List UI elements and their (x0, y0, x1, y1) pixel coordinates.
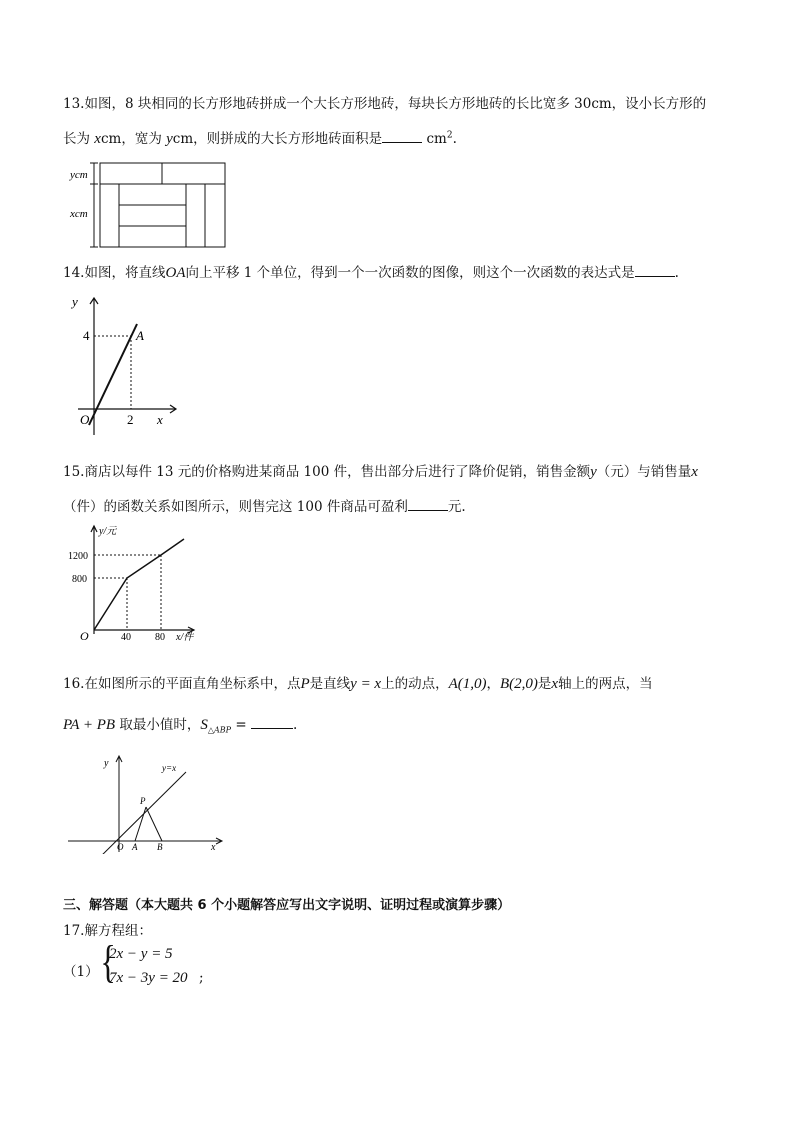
system-brace: { (100, 936, 116, 987)
q16-graph (66, 752, 226, 854)
q15-line2: （件）的函数关系如图所示，则售完这 100 件商品可盈利 元. (63, 499, 466, 515)
svg-text:B: B (157, 842, 163, 852)
svg-text:2: 2 (127, 412, 134, 427)
svg-text:O: O (80, 629, 89, 643)
svg-text:y: y (104, 758, 109, 769)
svg-text:y=x: y=x (162, 763, 177, 773)
q14-line: 14.如图，将直线OA向上平移 1 个单位，得到一个一次函数的图像，则这个一次函数的表达式是 . (63, 265, 679, 281)
equation-1: 2x − y = 5 (109, 946, 173, 962)
xcm-label: xcm (70, 208, 88, 220)
svg-text:O: O (80, 412, 90, 427)
svg-text:y: y (72, 294, 78, 309)
q17-title: 17.解方程组： (63, 923, 152, 939)
answer-blank (408, 508, 448, 511)
svg-text:O: O (117, 842, 124, 852)
q16-line2: PA + PB 取最小值时，$S_{\triangle ABP}$ = . (63, 717, 298, 735)
answer-blank (635, 274, 675, 277)
svg-text:x: x (157, 412, 163, 427)
svg-text:A: A (132, 842, 138, 852)
point-p-label: P (140, 796, 146, 806)
q16-line1: 16.在如图所示的平面直角坐标系中，点P是直线y = x上的动点，A(1,0)，B(2,0)是x轴上的两点，当 (63, 676, 653, 692)
q13-tile-figure (66, 160, 231, 252)
svg-text:1200: 1200 (68, 551, 88, 562)
q15-line1: 15.商店以每件 13 元的价格购进某商品 100 件，售出部分后进行了降价促销，销售金额y（元）与销售量x (63, 464, 698, 480)
section-heading: 三、解答题（本大题共 6 个小题解答应写出文字说明、证明过程或演算步骤） (63, 898, 511, 913)
point-a-label: A (136, 328, 144, 343)
q15-graph (66, 522, 206, 644)
svg-text:x: x (211, 842, 216, 853)
svg-text:80: 80 (155, 632, 165, 643)
svg-text:4: 4 (83, 328, 90, 343)
q17-part1-label: （1） (63, 964, 99, 980)
svg-text:40: 40 (121, 632, 131, 643)
answer-blank (382, 140, 422, 143)
svg-text:x/件: x/件 (176, 632, 194, 643)
q14-graph (70, 292, 190, 442)
equation-2: 7x − 3y = 20 (109, 970, 188, 986)
answer-blank (251, 726, 293, 729)
line-oa (89, 324, 137, 425)
line-y-eq-x (91, 772, 186, 854)
ycm-label: ycm (70, 169, 88, 181)
svg-text:800: 800 (72, 574, 87, 585)
sales-line (94, 539, 184, 630)
q13-line2: 长为 xcm，宽为 ycm，则拼成的大长方形地砖面积是 $cm^2$. (63, 130, 457, 147)
q13-line1: 13.如图，8 块相同的长方形地砖拼成一个大长方形地砖，每块长方形地砖的长比宽多 30cm，设小长方形的 (63, 96, 707, 112)
svg-text:y/元: y/元 (99, 526, 117, 537)
